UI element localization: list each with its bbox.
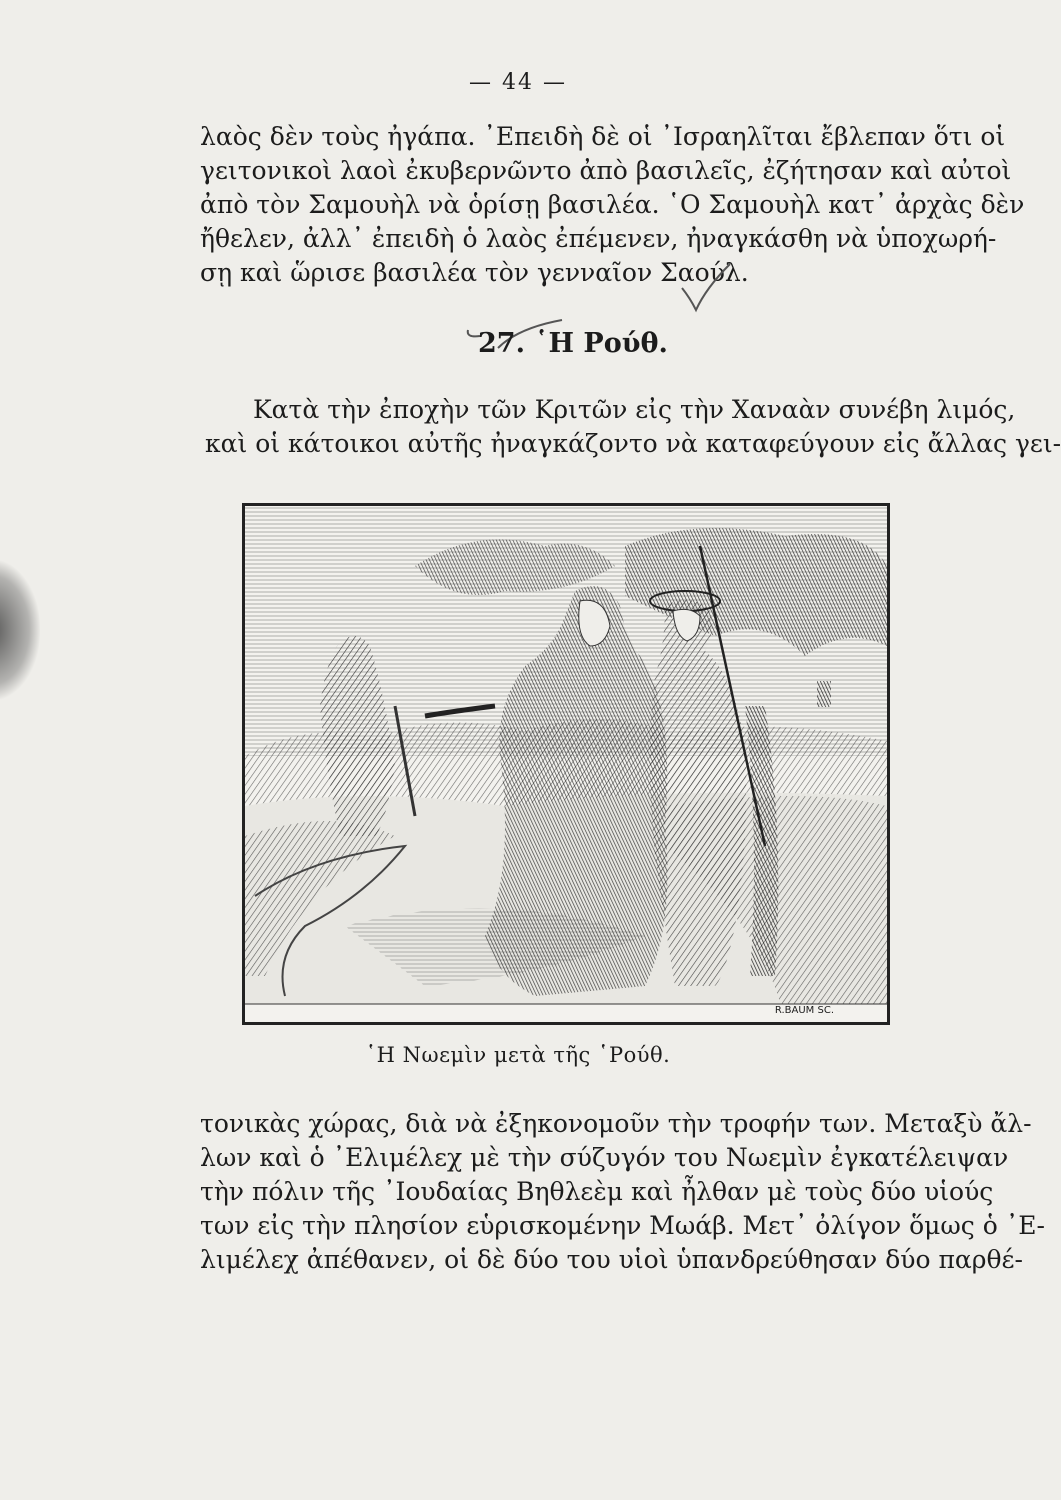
engraving-ruth-naomi-icon bbox=[245, 506, 887, 1022]
text-line: καὶ οἱ κάτοικοι αὐτῆς ἠναγκάζοντο νὰ καταφεύγουν εἰς ἄλλας γει- bbox=[205, 429, 1061, 458]
text-line: των εἰς τὴν πλησίον εὑρισκομένην Μωάβ. Μετ᾿ ὀλίγον ὅμως ὁ ᾿Ε- bbox=[200, 1211, 1045, 1240]
text-line: γειτονικοὶ λαοὶ ἐκυβερνῶντο ἀπὸ βασιλεῖς, ἐζήτησαν καὶ αὐτοὶ bbox=[200, 156, 1012, 185]
section-heading bbox=[478, 328, 678, 359]
engraver-signature: R.BAUM SC. bbox=[772, 1005, 837, 1016]
engraving-illustration bbox=[242, 503, 890, 1025]
paragraph-2 bbox=[205, 393, 1061, 461]
text-line: τὴν πόλιν τῆς ᾿Ιουδαίας Βηθλεὲμ καὶ ἦλθαν μὲ τοὺς δύο υἱούς bbox=[200, 1177, 994, 1206]
page-stain bbox=[0, 560, 40, 700]
pencil-check-mark-icon bbox=[678, 258, 738, 318]
text-line: σῃ καὶ ὥρισε βασιλέα τὸν γενναῖον Σαούλ. bbox=[200, 258, 749, 287]
paragraph-1 bbox=[200, 120, 1025, 290]
text-line: λαὸς δὲν τοὺς ἠγάπα. ᾿Επειδὴ δὲ οἱ ᾿Ισραηλῖται ἔβλεπαν ὅτι οἱ bbox=[200, 122, 1006, 151]
text-line: ἀπὸ τὸν Σαμουὴλ νὰ ὁρίσῃ βασιλέα. ῾Ο Σαμουὴλ κατ᾿ ἀρχὰς δὲν bbox=[200, 190, 1025, 219]
illustration-caption: ῾Η Νωεμὶν μετὰ τῆς ῾Ρούθ. bbox=[365, 1043, 671, 1067]
text-line: λιμέλεχ ἀπέθανεν, οἱ δὲ δύο του υἱοὶ ὑπανδρεύθησαν δύο παρθέ- bbox=[200, 1245, 1023, 1274]
page-number: — 44 — bbox=[469, 70, 567, 95]
text-line: ἤθελεν, ἀλλ᾿ ἐπειδὴ ὁ λαὸς ἐπέμενεν, ἠναγκάσθη νὰ ὑποχωρή- bbox=[200, 224, 997, 253]
text-line: λων καὶ ὁ ᾿Ελιμέλεχ μὲ τὴν σύζυγόν του Νωεμὶν ἐγκατέλειψαν bbox=[200, 1143, 1009, 1172]
section-number: 27. bbox=[478, 328, 525, 359]
paragraph-3 bbox=[200, 1107, 1045, 1277]
section-title: ῾Η Ρούθ. bbox=[534, 328, 668, 359]
text-line: τονικὰς χώρας, διὰ νὰ ἐξηκονομοῦν τὴν τροφήν των. Μεταξὺ ἄλ- bbox=[200, 1109, 1032, 1138]
text-line: Κατὰ τὴν ἐποχὴν τῶν Κριτῶν εἰς τὴν Χαναὰν συνέβη λιμός, bbox=[253, 395, 1016, 424]
